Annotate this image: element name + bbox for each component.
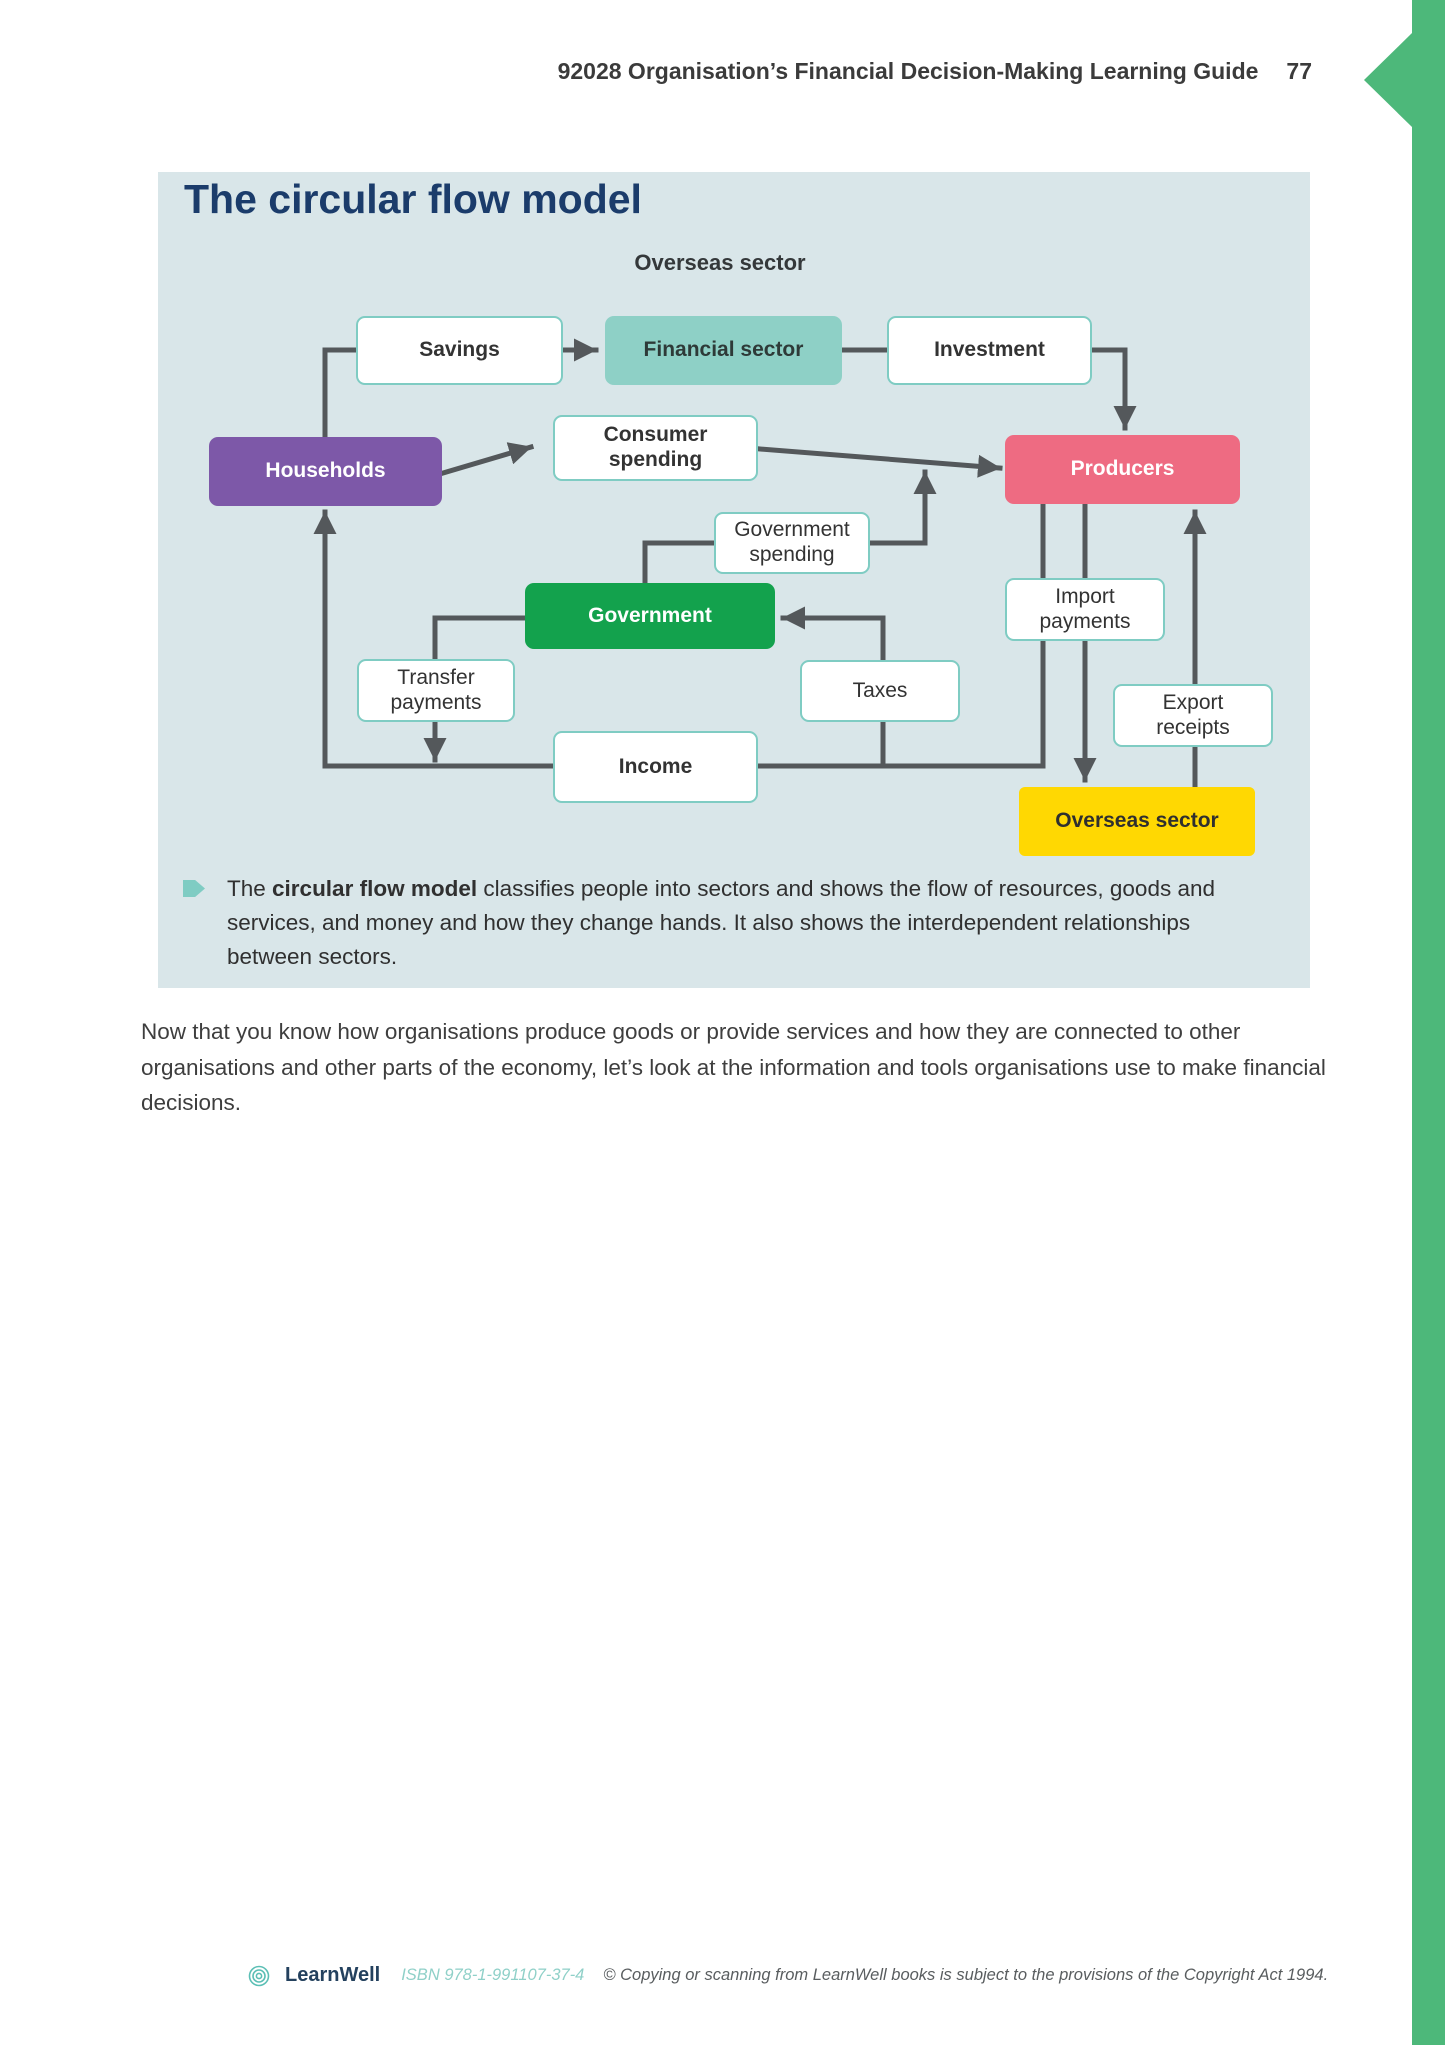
line-government-to-government-spending: [645, 543, 714, 583]
box-financial-sector: Financial sector: [605, 316, 842, 385]
arrow-investment-to-producers: [1092, 350, 1125, 428]
arrow-households-to-consumer-spending: [443, 447, 531, 473]
copyright-text: © Copying or scanning from LearnWell books is subject to the provisions of the Copyright Act 1994.: [603, 1966, 1329, 1984]
arrow-government-spending-to-flow: [870, 472, 925, 543]
overseas-sector-top-label: Overseas sector: [634, 250, 806, 275]
isbn-text: ISBN 978-1-991107-37-4: [401, 1966, 585, 1984]
learnwell-wordmark: LearnWell: [285, 1964, 381, 1986]
page-edge-ribbon: [1412, 0, 1445, 2045]
box-taxes: Taxes: [800, 660, 960, 722]
header-title: 92028 Organisation’s Financial Decision-Making Learning Guide: [557, 58, 1259, 84]
page-footer: [248, 1964, 1328, 1987]
page-header: [558, 58, 1312, 85]
arrow-bullet-icon: [183, 880, 205, 897]
box-consumer-spending: Consumer spending: [553, 415, 758, 481]
ribbon-arrow-notch: [1364, 33, 1412, 127]
box-producers: Producers: [1005, 435, 1240, 504]
box-investment: Investment: [887, 316, 1092, 385]
bullet-text-prefix: The: [227, 876, 273, 901]
box-income: Income: [553, 731, 758, 803]
learnwell-logo-icon: [248, 1965, 270, 1987]
box-transfer-payments: Transfer payments: [357, 659, 515, 722]
box-government: Government: [525, 583, 775, 649]
box-savings: Savings: [356, 316, 563, 385]
arrow-consumer-spending-to-producers: [760, 449, 1000, 468]
bullet-note: [183, 872, 1243, 974]
box-export-receipts: Export receipts: [1113, 684, 1273, 747]
page-number: 77: [1286, 58, 1312, 84]
body-paragraph: Now that you know how organisations produce goods or provide services and how they are connected to other organisations and other parts of the economy, let’s look at the information and tools organisations use to make financial decisions.: [141, 1019, 1326, 1115]
box-import-payments: Import payments: [1005, 578, 1165, 641]
box-households: Households: [209, 437, 442, 506]
circular-flow-panel: [158, 172, 1310, 988]
panel-title: The circular flow model: [184, 176, 642, 222]
box-government-spending: Government spending: [714, 512, 870, 574]
bullet-text-bold-term: circular flow model: [272, 876, 478, 901]
line-households-to-savings: [325, 350, 356, 437]
box-overseas-sector: Overseas sector: [1019, 787, 1255, 856]
bullet-text-rest: classifies people into sectors and shows the flow of resources, goods and services, and money and how they change hands. It also shows the interdependent relationships between sectors.: [227, 876, 1216, 969]
bullet-text: [227, 872, 1243, 974]
